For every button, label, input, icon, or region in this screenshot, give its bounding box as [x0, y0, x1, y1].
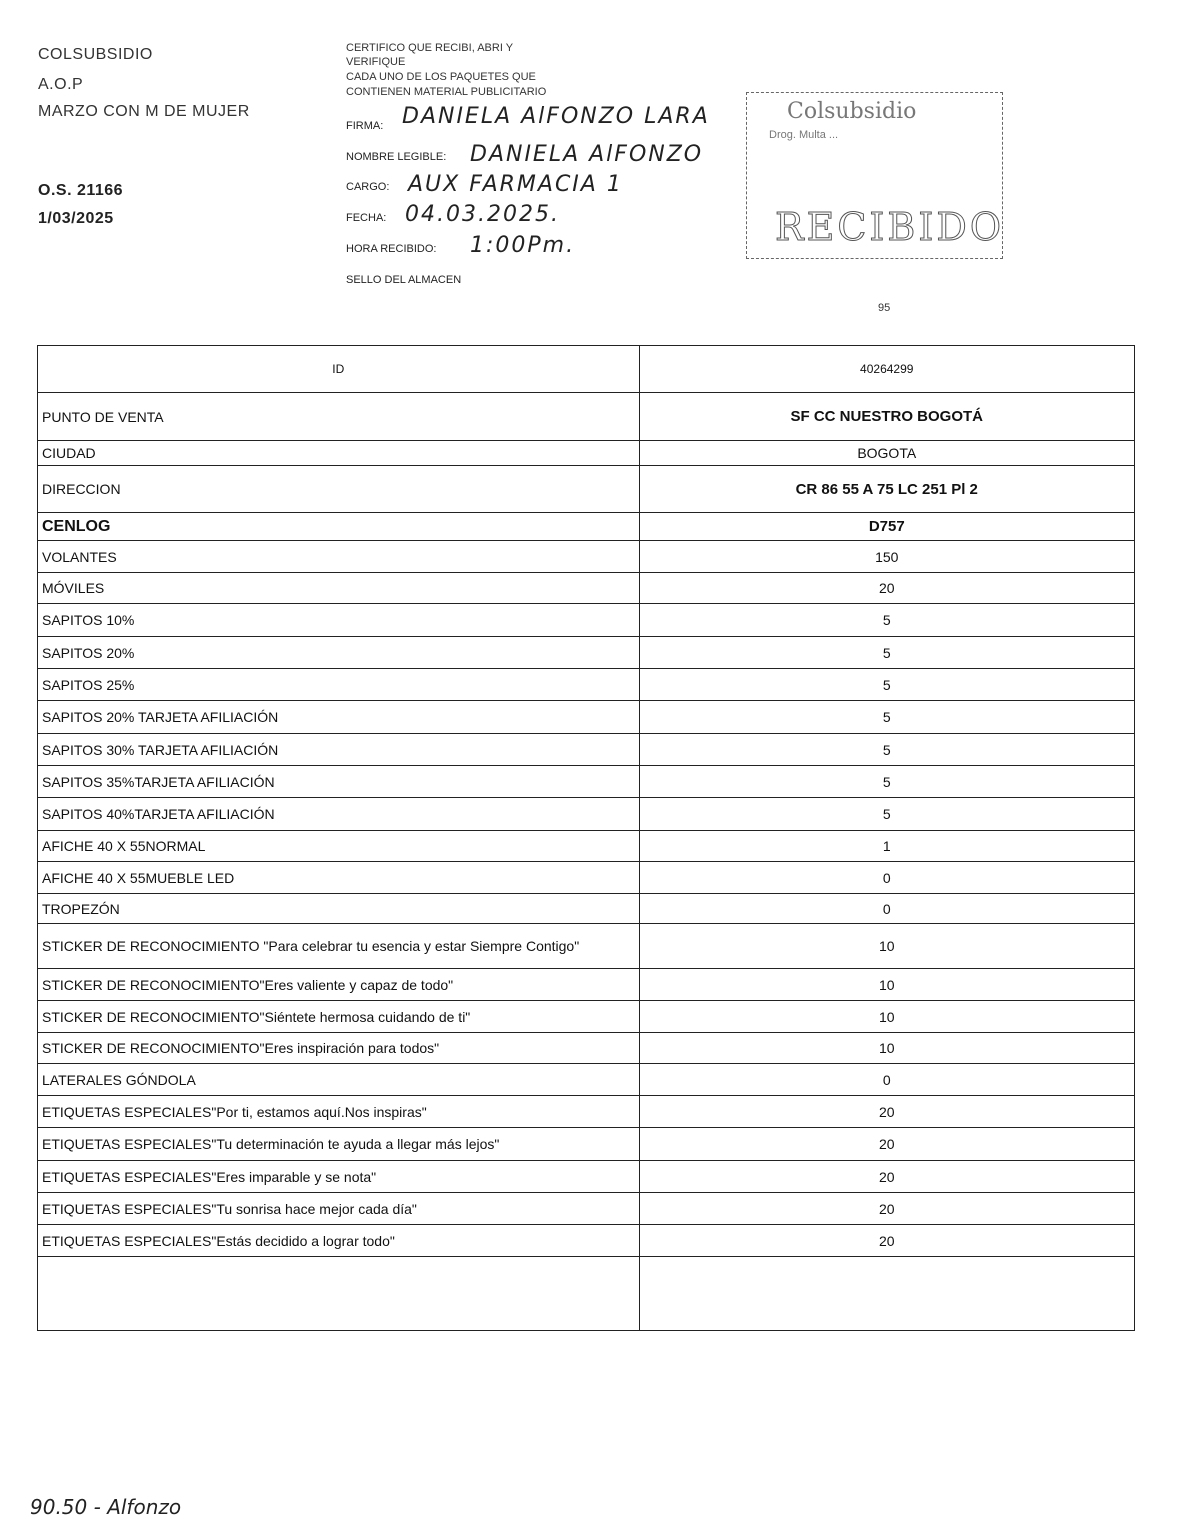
page-number: 95: [878, 302, 891, 314]
firma-label: FIRMA:: [346, 120, 384, 132]
materials-table: [37, 345, 1135, 1331]
row-value: SF CC NUESTRO BOGOTÁ: [639, 393, 1135, 441]
hora-label: HORA RECIBIDO:: [346, 243, 437, 255]
fecha-label: FECHA:: [346, 212, 387, 224]
row-value: 5: [639, 637, 1135, 669]
row-label: CENLOG: [38, 513, 640, 541]
sello-label: SELLO DEL ALMACEN: [346, 274, 462, 286]
row-value: 0: [639, 894, 1135, 924]
cert-line: VERIFIQUE: [346, 56, 406, 68]
table-row: [38, 734, 1135, 766]
row-value: 20: [639, 1193, 1135, 1225]
table-row: [38, 924, 1135, 969]
row-label: SAPITOS 40%TARJETA AFILIACIÓN: [38, 798, 640, 831]
table-row: [38, 604, 1135, 637]
table-row: [38, 346, 1135, 393]
cert-line: CADA UNO DE LOS PAQUETES QUE: [346, 71, 536, 83]
table-row: [38, 1225, 1135, 1257]
row-label: VOLANTES: [38, 541, 640, 573]
row-label: AFICHE 40 X 55NORMAL: [38, 831, 640, 862]
row-value: 150: [639, 541, 1135, 573]
nombre-label: NOMBRE LEGIBLE:: [346, 151, 447, 163]
row-value: 20: [639, 1128, 1135, 1161]
hora-handwritten: 1:00Pm.: [470, 233, 576, 258]
row-value: 5: [639, 604, 1135, 637]
table-row: [38, 541, 1135, 573]
row-label: STICKER DE RECONOCIMIENTO"Eres valiente y capaz de todo": [38, 969, 640, 1001]
footer-signature: 90.50 - Alfonzo: [30, 1495, 182, 1519]
fecha-handwritten: 04.03.2025.: [405, 202, 560, 227]
received-stamp: [746, 92, 1003, 259]
row-label: CIUDAD: [38, 441, 640, 466]
stamp-text: RECIBIDO: [775, 205, 1004, 249]
table-row: [38, 573, 1135, 604]
table-row: [38, 798, 1135, 831]
table-row: [38, 862, 1135, 894]
table-row: [38, 1193, 1135, 1225]
row-value: 1: [639, 831, 1135, 862]
stamp-brand: Colsubsidio: [787, 99, 917, 124]
table-row: [38, 513, 1135, 541]
row-label: ETIQUETAS ESPECIALES"Eres imparable y se nota": [38, 1161, 640, 1193]
row-value: 10: [639, 1033, 1135, 1064]
row-value: 20: [639, 1096, 1135, 1128]
table-row: [38, 441, 1135, 466]
row-label: ETIQUETAS ESPECIALES"Por ti, estamos aquí.Nos inspiras": [38, 1096, 640, 1128]
row-label: SAPITOS 25%: [38, 669, 640, 701]
table-row: [38, 1257, 1135, 1331]
row-value: D757: [639, 513, 1135, 541]
row-label: ID: [38, 346, 640, 393]
row-label: LATERALES GÓNDOLA: [38, 1064, 640, 1096]
row-label: DIRECCION: [38, 466, 640, 513]
table-row: [38, 1128, 1135, 1161]
row-label: TROPEZÓN: [38, 894, 640, 924]
row-value: 5: [639, 701, 1135, 734]
cargo-label: CARGO:: [346, 181, 390, 193]
table-row: [38, 1064, 1135, 1096]
row-label: SAPITOS 20%: [38, 637, 640, 669]
cert-line: CERTIFICO QUE RECIBI, ABRI Y: [346, 42, 514, 54]
row-label: PUNTO DE VENTA: [38, 393, 640, 441]
table-row: [38, 969, 1135, 1001]
row-value: 5: [639, 798, 1135, 831]
row-label: MÓVILES: [38, 573, 640, 604]
row-value: CR 86 55 A 75 LC 251 Pl 2: [639, 466, 1135, 513]
cargo-handwritten: AUX FARMACIA 1: [408, 172, 623, 197]
row-value: 5: [639, 669, 1135, 701]
row-label: ETIQUETAS ESPECIALES"Tu determinación te ayuda a llegar más lejos": [38, 1128, 640, 1161]
firma-handwritten: DANIELA AlFONZO LARA: [402, 104, 710, 129]
table-row: [38, 393, 1135, 441]
table-row: [38, 701, 1135, 734]
table-row: [38, 1033, 1135, 1064]
row-value: 40264299: [639, 346, 1135, 393]
row-label: ETIQUETAS ESPECIALES"Estás decidido a lograr todo": [38, 1225, 640, 1257]
row-value: 10: [639, 969, 1135, 1001]
order-date: 1/03/2025: [38, 210, 114, 227]
table-row: [38, 1001, 1135, 1033]
row-label: STICKER DE RECONOCIMIENTO"Eres inspiración para todos": [38, 1033, 640, 1064]
org-name: COLSUBSIDIO: [38, 46, 153, 63]
row-value: 5: [639, 734, 1135, 766]
row-value: 20: [639, 1225, 1135, 1257]
row-label: STICKER DE RECONOCIMIENTO"Siéntete hermosa cuidando de ti": [38, 1001, 640, 1033]
row-value: 5: [639, 766, 1135, 798]
row-value: 20: [639, 1161, 1135, 1193]
campaign-name: MARZO CON M DE MUJER: [38, 103, 250, 120]
service-order: O.S. 21166: [38, 182, 124, 199]
row-value: 10: [639, 924, 1135, 969]
table-row: [38, 894, 1135, 924]
row-label: AFICHE 40 X 55MUEBLE LED: [38, 862, 640, 894]
table-row: [38, 1161, 1135, 1193]
row-label: SAPITOS 35%TARJETA AFILIACIÓN: [38, 766, 640, 798]
table-row: [38, 637, 1135, 669]
department: A.O.P: [38, 76, 84, 93]
row-value: 0: [639, 1064, 1135, 1096]
cert-line: CONTIENEN MATERIAL PUBLICITARIO: [346, 86, 547, 98]
row-label: SAPITOS 10%: [38, 604, 640, 637]
row-label: ETIQUETAS ESPECIALES"Tu sonrisa hace mejor cada día": [38, 1193, 640, 1225]
stamp-subtitle: Drog. Multa ...: [769, 129, 839, 141]
table-row: [38, 466, 1135, 513]
table-row: [38, 669, 1135, 701]
table-row: [38, 766, 1135, 798]
row-label: [38, 1257, 640, 1331]
row-value: 0: [639, 862, 1135, 894]
row-value: 20: [639, 573, 1135, 604]
row-label: SAPITOS 20% TARJETA AFILIACIÓN: [38, 701, 640, 734]
row-value: [639, 1257, 1135, 1331]
row-label: STICKER DE RECONOCIMIENTO "Para celebrar tu esencia y estar Siempre Contigo": [38, 924, 640, 969]
row-value: BOGOTA: [639, 441, 1135, 466]
table-row: [38, 1096, 1135, 1128]
nombre-handwritten: DANIELA AlFONZO: [470, 142, 704, 167]
row-label: SAPITOS 30% TARJETA AFILIACIÓN: [38, 734, 640, 766]
row-value: 10: [639, 1001, 1135, 1033]
table-row: [38, 831, 1135, 862]
